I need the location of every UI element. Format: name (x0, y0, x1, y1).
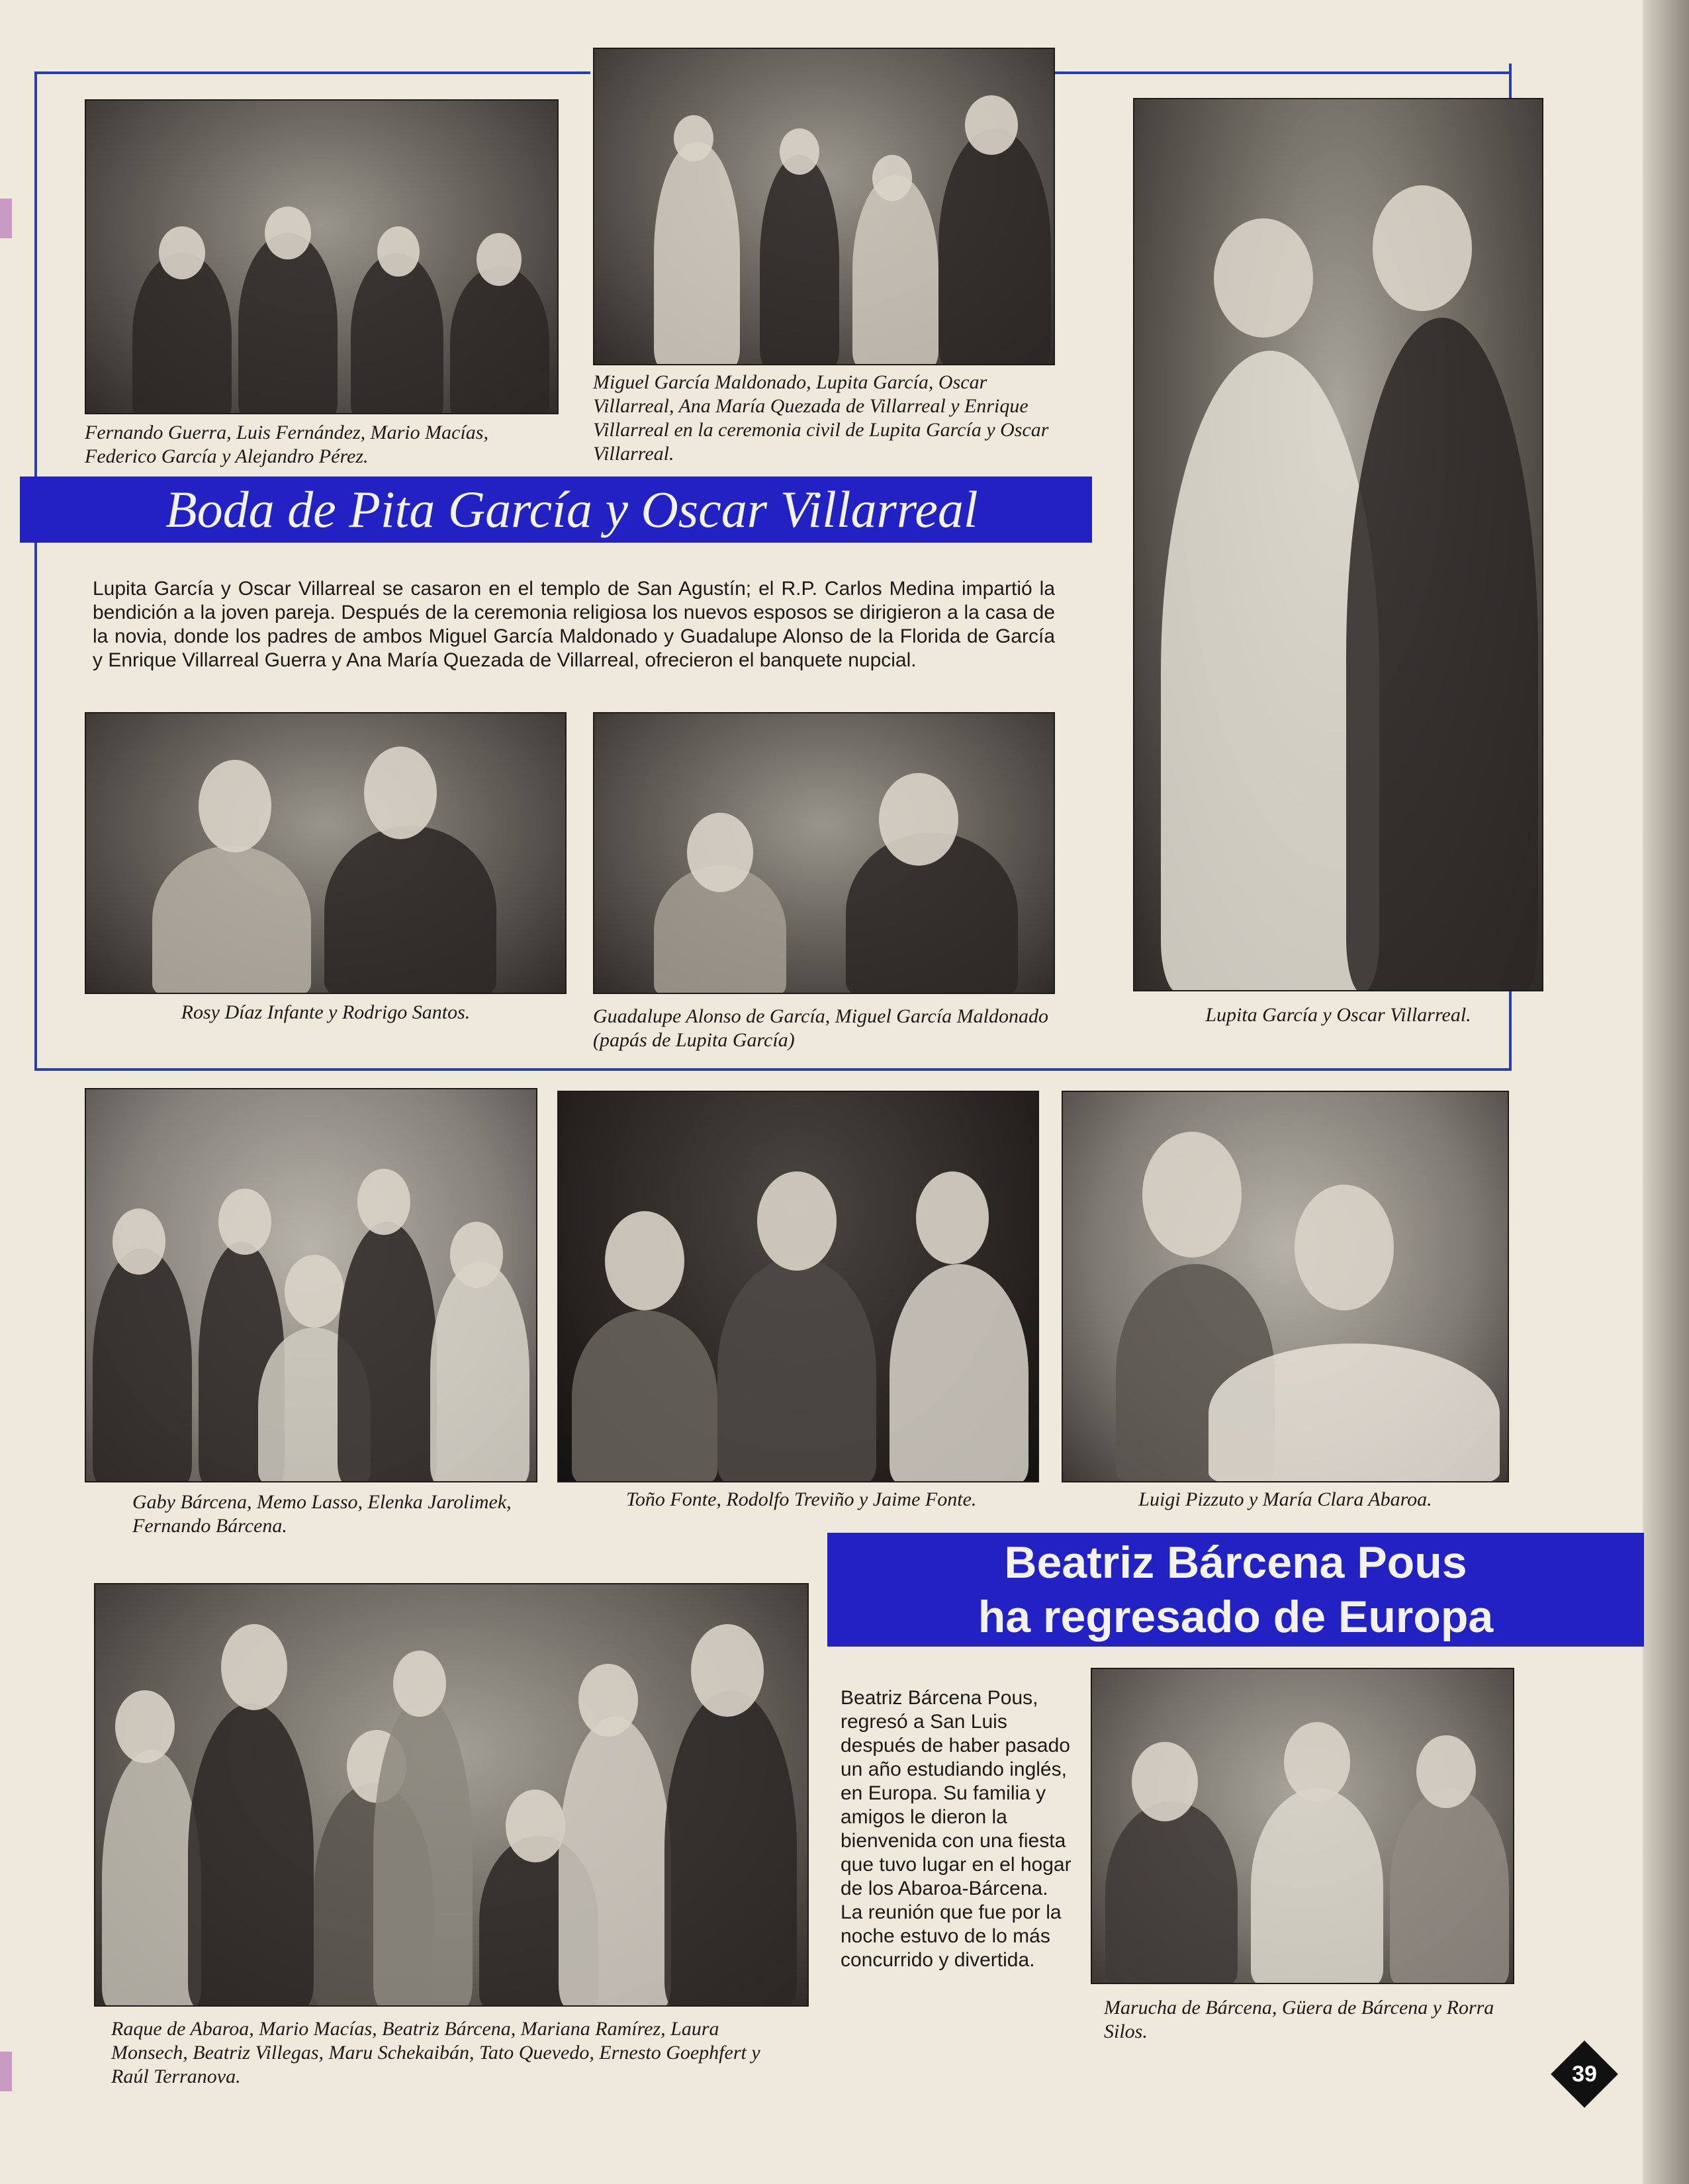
caption-gaby-group: Gaby Bárcena, Memo Lasso, Elenka Jarolimek, Fernando Bárcena. (132, 1491, 512, 1537)
caption-civil-ceremony: Miguel García Maldonado, Lupita García, Oscar Villarreal, Ana María Quezada de Villarreal y Enrique Villarreal en la ceremonia civil de Lupita García y Oscar Villarreal. (593, 371, 1049, 465)
photo-marucha-group (1091, 1668, 1514, 1984)
caption-luigi-maria: Luigi Pizzuto y María Clara Abaroa. (1138, 1488, 1432, 1510)
headline-beatriz-line1: Beatriz Bárcena Pous (1004, 1537, 1467, 1588)
frame-bottom (34, 1068, 1512, 1071)
photo-parents (593, 712, 1055, 994)
headline-wedding: Boda de Pita García y Oscar Villarreal (165, 480, 978, 538)
caption-parents: Guadalupe Alonso de García, Miguel García Maldonado (papás de Lupita García) (593, 1005, 1048, 1051)
article-body-wedding: Lupita García y Oscar Villarreal se casaron en el templo de San Agustín; el R.P. Carlos Medina impartió la bendición a la joven pareja. Después de la ceremonia religiosa los nuevos esposos se dirigieron a la casa de la novia, donde los padres de ambos Miguel García Maldonado y Guadalupe Alonso de la Florida de García y Enrique Villarreal Guerra y Ana María Quezada de Villarreal, ofrecieron el banquete nupcial. (93, 578, 1055, 671)
page-number-badge (1551, 2040, 1618, 2108)
photo-luigi-maria (1062, 1091, 1509, 1482)
photo-gaby-group (85, 1088, 537, 1482)
photo-couple (1133, 98, 1543, 991)
frame-left (34, 71, 37, 1071)
caption-group-table: Fernando Guerra, Luis Fernández, Mario Macías, Federico García y Alejandro Pérez. (85, 422, 488, 467)
frame-top-right (1052, 71, 1509, 74)
gutter-mark (0, 2052, 12, 2091)
article-body-beatriz: Beatriz Bárcena Pous, regresó a San Luis después de haber pasado un año estudiando inglés, en Europa. Su familia y amigos le dieron la bienvenida con una fiesta que tuvo lugar en el hogar de los Abaroa-Bárcena. La reunión que fue por la noche estuvo de lo más concurrido y divertida. (841, 1687, 1072, 1971)
photo-group-table (85, 99, 559, 414)
caption-beatriz-group: Raque de Abaroa, Mario Macías, Beatriz Bárcena, Mariana Ramírez, Laura Monsech, Beatriz Villegas, Maru Schekaibán, Tato Quevedo, Ernesto Goephfert y Raúl Terranova. (111, 2018, 760, 2087)
photo-beatriz-group (94, 1583, 809, 2007)
page-number: 39 (1572, 2062, 1597, 2087)
headline-banner-beatriz (827, 1533, 1644, 1647)
photo-rosy-rodrigo (85, 712, 567, 994)
headline-beatriz-line2: ha regresado de Europa (978, 1592, 1494, 1642)
caption-couple: Lupita García y Oscar Villarreal. (1205, 1004, 1471, 1026)
gutter-mark (0, 199, 12, 238)
caption-tono-group: Toño Fonte, Rodolfo Treviño y Jaime Fonte. (626, 1488, 977, 1510)
photo-civil-ceremony (593, 48, 1055, 365)
headline-banner-wedding (20, 477, 1092, 543)
page-edge (1643, 0, 1689, 2184)
photo-tono-group (557, 1091, 1039, 1482)
caption-rosy-rodrigo: Rosy Díaz Infante y Rodrigo Santos. (181, 1001, 471, 1023)
caption-marucha-group: Marucha de Bárcena, Güera de Bárcena y Rorra Silos. (1104, 1997, 1494, 2042)
frame-top-left (34, 71, 590, 74)
